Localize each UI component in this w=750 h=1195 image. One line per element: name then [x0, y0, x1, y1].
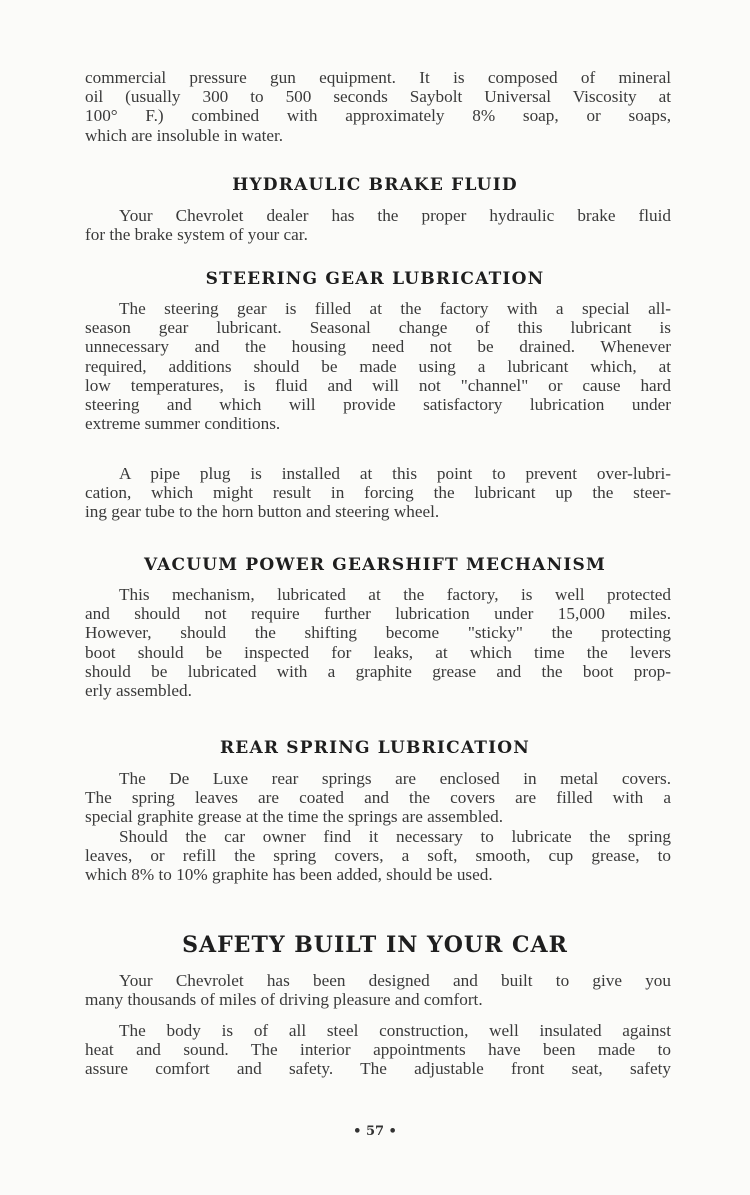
text-line: special graphite grease at the time the springs are assembled. — [85, 807, 504, 827]
page-number: • 57 • — [353, 1124, 397, 1139]
text-line: for the brake system of your car. — [85, 225, 308, 245]
text-line: 100° F.) combined with approximately 8% soap, or soaps, — [85, 106, 671, 126]
text-line: heat and sound. The interior appointments have been made to — [85, 1040, 671, 1060]
text-line: Should the car owner find it necessary to lubricate the spring — [119, 826, 671, 846]
text-line: should be lubricated with a graphite grease and the boot prop- — [85, 661, 671, 681]
text-line: ing gear tube to the horn button and steering wheel. — [85, 502, 440, 522]
heading-hydraulic-brake-fluid: HYDRAULIC BRAKE FLUID — [232, 175, 518, 195]
text-line: A pipe plug is installed at this point to prevent over-lubri- — [119, 464, 671, 483]
text-line: leaves, or refill the spring covers, a soft, smooth, cup grease, to — [85, 845, 671, 865]
paragraph-grease-composition — [85, 68, 671, 145]
text-line: unnecessary and the housing need not be drained. Whenever — [85, 337, 671, 357]
text-line: required, additions should be made using a lubricant which, at — [85, 356, 671, 376]
text-line: This mechanism, lubricated at the factory, is well protected — [119, 585, 671, 604]
text-line: boot should be inspected for leaks, at which time the levers — [85, 642, 671, 662]
text-line: The De Luxe rear springs are enclosed in metal covers. — [119, 769, 671, 788]
text-line: oil (usually 300 to 500 seconds Saybolt Universal Viscosity at — [85, 87, 671, 107]
text-line: erly assembled. — [85, 680, 192, 700]
text-line: cation, which might result in forcing the lubricant up the steer- — [85, 483, 671, 503]
text-line: Your Chevrolet dealer has the proper hydraulic brake fluid — [119, 206, 671, 225]
heading-steering-gear-lubrication: STEERING GEAR LUBRICATION — [205, 269, 545, 289]
text-line: extreme summer conditions. — [85, 414, 281, 434]
paragraph-body-construction — [85, 1021, 671, 1079]
text-line: many thousands of miles of driving pleasure and comfort. — [85, 990, 483, 1010]
heading-safety-built-in-your-car: SAFETY BUILT IN YOUR CAR — [182, 932, 568, 958]
text-line: The steering gear is filled at the factory with a special all- — [119, 299, 671, 318]
text-line: Your Chevrolet has been designed and built to give you — [119, 971, 671, 990]
text-line: commercial pressure gun equipment. It is composed of mineral — [85, 68, 671, 87]
text-line: which are insoluble in water. — [85, 125, 284, 145]
paragraph-rear-springs — [85, 769, 671, 884]
text-line: which 8% to 10% graphite has been added, should be used. — [85, 864, 493, 884]
text-line: assure comfort and safety. The adjustable front seat, safety — [85, 1059, 671, 1079]
paragraph-gearshift — [85, 585, 671, 700]
text-line: The spring leaves are coated and the covers are filled with a — [85, 788, 671, 808]
heading-rear-spring-lubrication: REAR SPRING LUBRICATION — [219, 738, 531, 758]
text-line: steering and which will provide satisfactory lubrication under — [85, 394, 671, 414]
text-line: low temperatures, is fluid and will not "channel" or cause hard — [85, 375, 671, 395]
text-line: However, should the shifting become "sticky" the protecting — [85, 623, 671, 643]
text-line: and should not require further lubrication under 15,000 miles. — [85, 604, 671, 624]
text-line: The body is of all steel construction, well insulated against — [119, 1021, 671, 1040]
text-line: season gear lubricant. Seasonal change of this lubricant is — [85, 318, 671, 338]
heading-vacuum-power-gearshift: VACUUM POWER GEARSHIFT MECHANISM — [144, 555, 606, 575]
paragraph-safety-intro — [85, 971, 671, 1009]
paragraph-pipe-plug — [85, 464, 671, 522]
paragraph-steering-gear — [85, 299, 671, 433]
paragraph-brake-fluid — [85, 206, 671, 244]
